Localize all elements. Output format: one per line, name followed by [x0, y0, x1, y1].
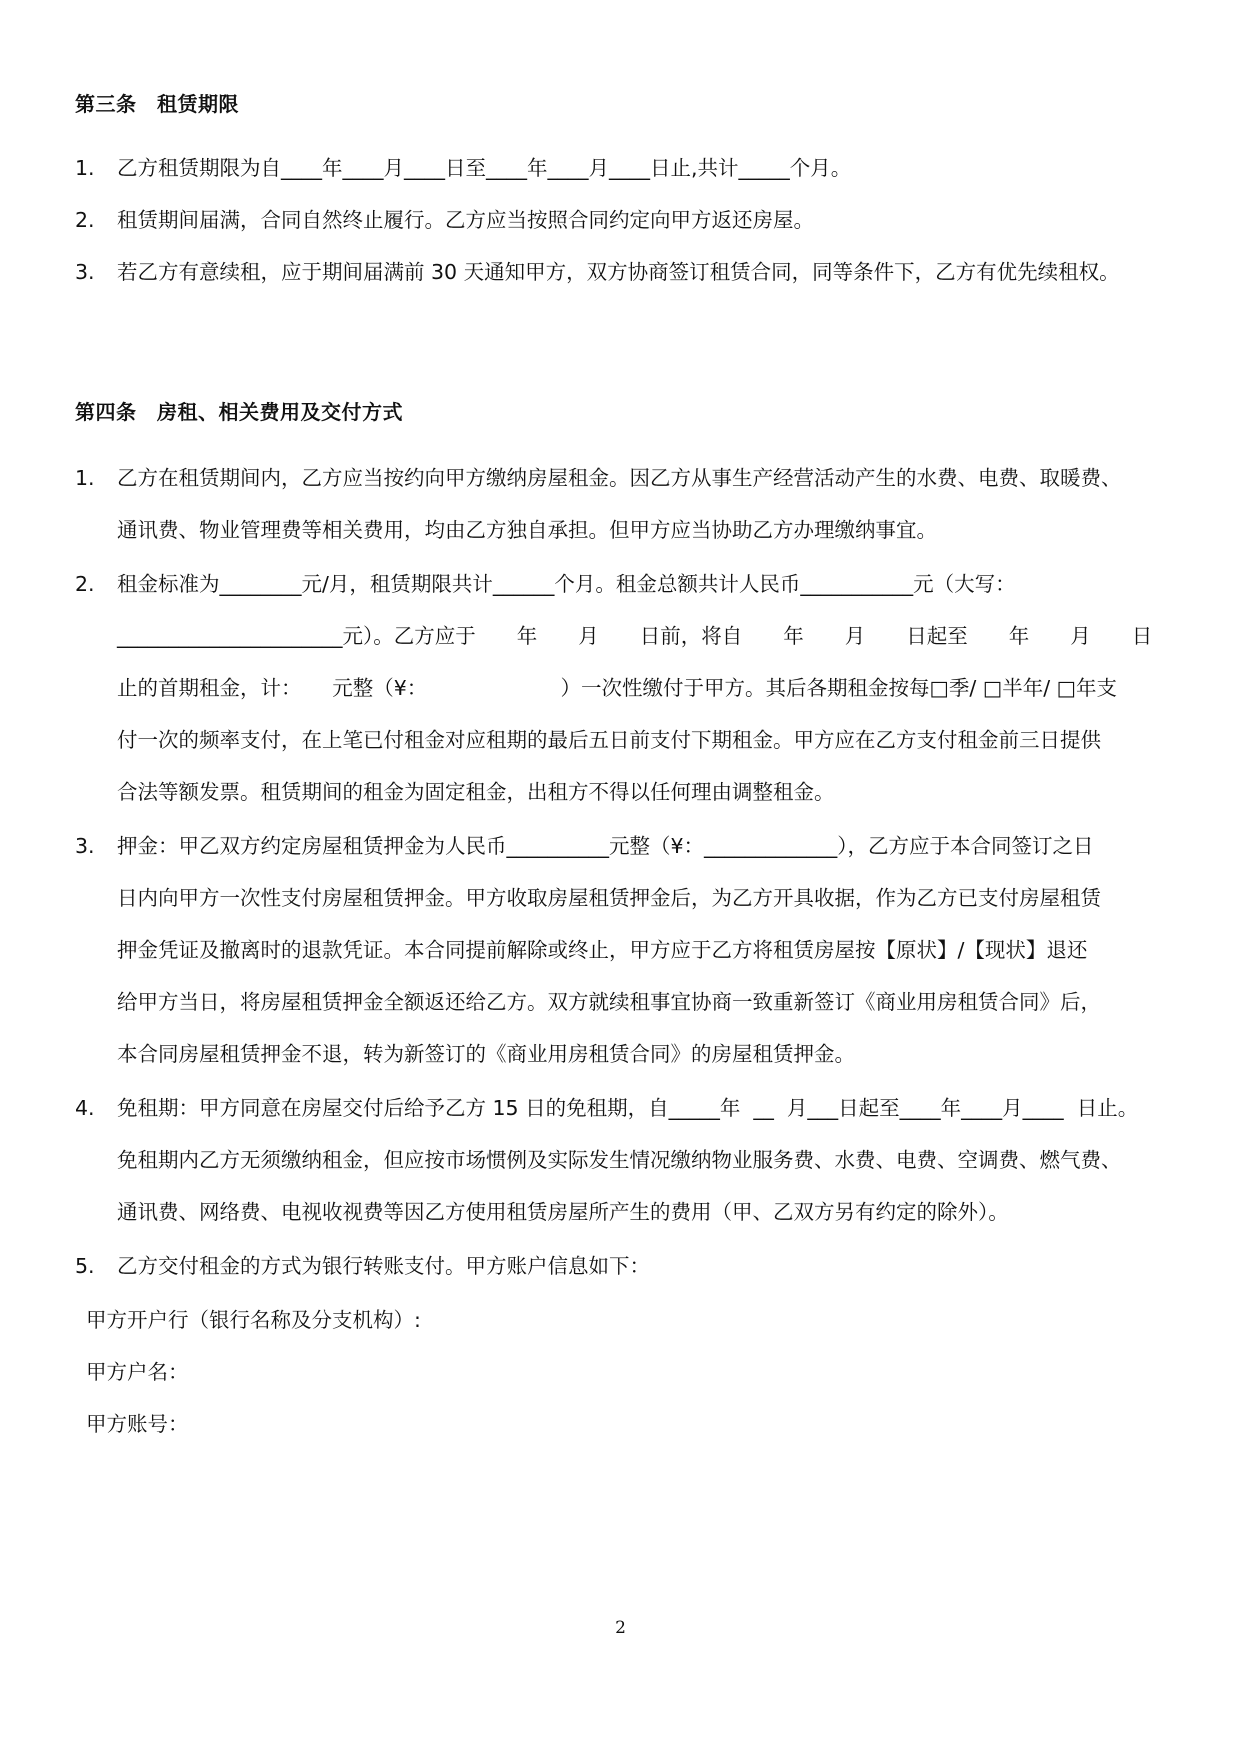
- article-3-item-3-text: 若乙方有意续租，应于期间届满前 30 天通知甲方，双方协商签订租赁合同，同等条件下，乙方有优先续租权。: [117, 260, 1120, 284]
- article-4-item-3-number: 3.: [75, 834, 95, 858]
- article-4-item-3-line-1: 押金：甲乙双方约定房屋租赁押金为人民币__________元整（¥：_____________），乙方应于本合同签订之日: [117, 834, 1094, 858]
- article-3-title: 第三条 租赁期限: [75, 92, 239, 116]
- article-3-item-1-number: 1.: [75, 156, 95, 180]
- account-name-label: 甲方户名：: [86, 1360, 189, 1384]
- article-4-title: 第四条 房租、相关费用及交付方式: [75, 400, 403, 424]
- article-3-item-2-text: 租赁期间届满，合同自然终止履行。乙方应当按照合同约定向甲方返还房屋。: [117, 208, 814, 232]
- article-4-item-2-line-1: 租金标准为________元/月，租赁期限共计______个月。租金总额共计人民币___________元（大写：: [117, 572, 1016, 596]
- article-3-item-2-number: 2.: [75, 208, 95, 232]
- page-number: 2: [615, 1618, 626, 1638]
- article-4-item-5-number: 5.: [75, 1254, 95, 1278]
- article-4-item-3-line-3: 押金凭证及撤离时的退款凭证。本合同提前解除或终止，甲方应于乙方将租赁房屋按【原状】/【现状】退还: [117, 938, 1088, 962]
- article-4-item-1-line-1: 乙方在租赁期间内，乙方应当按约向甲方缴纳房屋租金。因乙方从事生产经营活动产生的水费、电费、取暖费、: [117, 466, 1122, 490]
- account-number-label: 甲方账号：: [86, 1412, 189, 1436]
- account-bank-label: 甲方开户行（银行名称及分支机构）:: [86, 1308, 421, 1332]
- article-3-item-3-number: 3.: [75, 260, 95, 284]
- article-4-item-3-line-4: 给甲方当日，将房屋租赁押金全额返还给乙方。双方就续租事宜协商一致重新签订《商业用房租赁合同》后，: [117, 990, 1101, 1014]
- article-4-item-4-number: 4.: [75, 1096, 95, 1120]
- article-4-item-2-line-4: 付一次的频率支付，在上笔已付租金对应租期的最后五日前支付下期租金。甲方应在乙方支付租金前三日提供: [117, 728, 1101, 752]
- article-4-item-2-line-3: 止的首期租金，计： 元整（¥： ）一次性缴付于甲方。其后各期租金按每□季/ □半年/ □年支: [117, 676, 1117, 700]
- article-3-item-1-text: 乙方租赁期限为自____年____月____日至____年____月____日止,共计_____个月。: [117, 156, 852, 180]
- article-4-item-5-text: 乙方交付租金的方式为银行转账支付。甲方账户信息如下：: [117, 1254, 650, 1278]
- article-4-item-4-line-2: 免租期内乙方无须缴纳租金，但应按市场惯例及实际发生情况缴纳物业服务费、水费、电费、空调费、燃气费、: [117, 1148, 1122, 1172]
- article-4-item-2-line-2: ______________________元）。乙方应于 年 月 日前，将自 年 月 日起至 年 月 日: [117, 624, 1153, 648]
- article-4-item-2-number: 2.: [75, 572, 95, 596]
- article-4-item-4-line-3: 通讯费、网络费、电视收视费等因乙方使用租赁房屋所产生的费用（甲、乙双方另有约定的除外）。: [117, 1200, 1009, 1224]
- article-4-item-4-line-1: 免租期：甲方同意在房屋交付后给予乙方 15 日的免租期，自_____年 __ 月___日起至____年____月____ 日止。: [117, 1096, 1139, 1120]
- article-4-item-2-line-5: 合法等额发票。租赁期间的租金为固定租金，出租方不得以任何理由调整租金。: [117, 780, 835, 804]
- article-4-item-3-line-5: 本合同房屋租赁押金不退，转为新签订的《商业用房租赁合同》的房屋租赁押金。: [117, 1042, 855, 1066]
- article-4-item-3-line-2: 日内向甲方一次性支付房屋租赁押金。甲方收取房屋租赁押金后，为乙方开具收据，作为乙方已支付房屋租赁: [117, 886, 1101, 910]
- article-4-item-1-number: 1.: [75, 466, 95, 490]
- article-4-item-1-line-2: 通讯费、物业管理费等相关费用，均由乙方独自承担。但甲方应当协助乙方办理缴纳事宜。: [117, 518, 937, 542]
